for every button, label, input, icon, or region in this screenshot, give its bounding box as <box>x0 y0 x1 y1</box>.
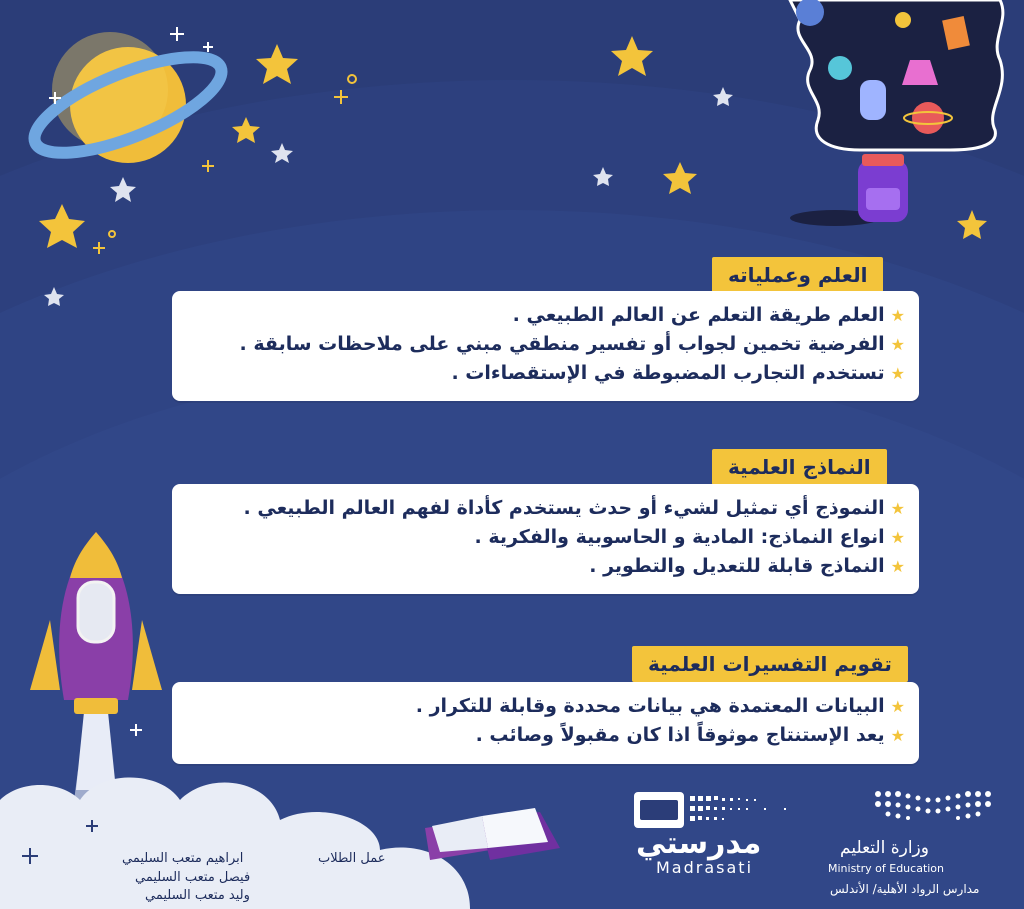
star-bullet-icon: ★ <box>890 557 905 576</box>
ministry-arabic: وزارة التعليم <box>840 838 929 858</box>
star-bullet-icon: ★ <box>890 697 905 716</box>
madrasati-arabic: مدرستي <box>636 826 762 861</box>
school-name: مدارس الرواد الأهلية/ الأندلس <box>830 882 980 896</box>
list-item: ★ النماذج قابلة للتعديل والتطوير . <box>172 552 905 581</box>
star-bullet-icon: ★ <box>890 528 905 547</box>
section-title-evaluation: تقويم التفسيرات العلمية <box>632 646 908 682</box>
star-bullet-icon: ★ <box>890 335 905 354</box>
list-item: ★ انواع النماذج: المادية و الحاسوبية والفكرية . <box>172 523 905 552</box>
card-evaluation <box>172 682 919 764</box>
credits-label: عمل الطلاب <box>318 851 386 866</box>
student-name: فيصل متعب السليمي <box>135 870 251 885</box>
card-science <box>172 291 919 401</box>
madrasati-logo-icon <box>634 790 804 830</box>
section-title-science: العلم وعملياته <box>712 257 883 293</box>
star-bullet-icon: ★ <box>890 364 905 383</box>
student-name: ابراهيم متعب السليمي <box>122 851 244 866</box>
card-models <box>172 484 919 594</box>
ministry-english: Ministry of Education <box>828 862 945 875</box>
star-bullet-icon: ★ <box>890 499 905 518</box>
student-name: وليد متعب السليمي <box>145 888 250 903</box>
list-item: ★ يعد الإستنتاج موثوقاً اذا كان مقبولاً وصائب . <box>172 721 905 750</box>
list-item: ★ تستخدم التجارب المضبوطة في الإستقصاءات . <box>172 359 905 388</box>
star-bullet-icon: ★ <box>890 306 905 325</box>
list-item: ★ العلم طريقة التعلم عن العالم الطبيعي . <box>172 301 905 330</box>
list-item: ★ الفرضية تخمين لجواب أو تفسير منطقي مبني على ملاحظات سابقة . <box>172 330 905 359</box>
list-item: ★ البيانات المعتمدة هي بيانات محددة وقابلة للتكرار . <box>172 692 905 721</box>
list-item: ★ النموذج أي تمثيل لشيء أو حدث يستخدم كأداة لفهم العالم الطبيعي . <box>172 494 905 523</box>
madrasati-english: Madrasati <box>656 858 754 877</box>
ministry-logo-icon <box>872 788 992 828</box>
star-bullet-icon: ★ <box>890 726 905 745</box>
section-title-models: النماذج العلمية <box>712 449 887 485</box>
